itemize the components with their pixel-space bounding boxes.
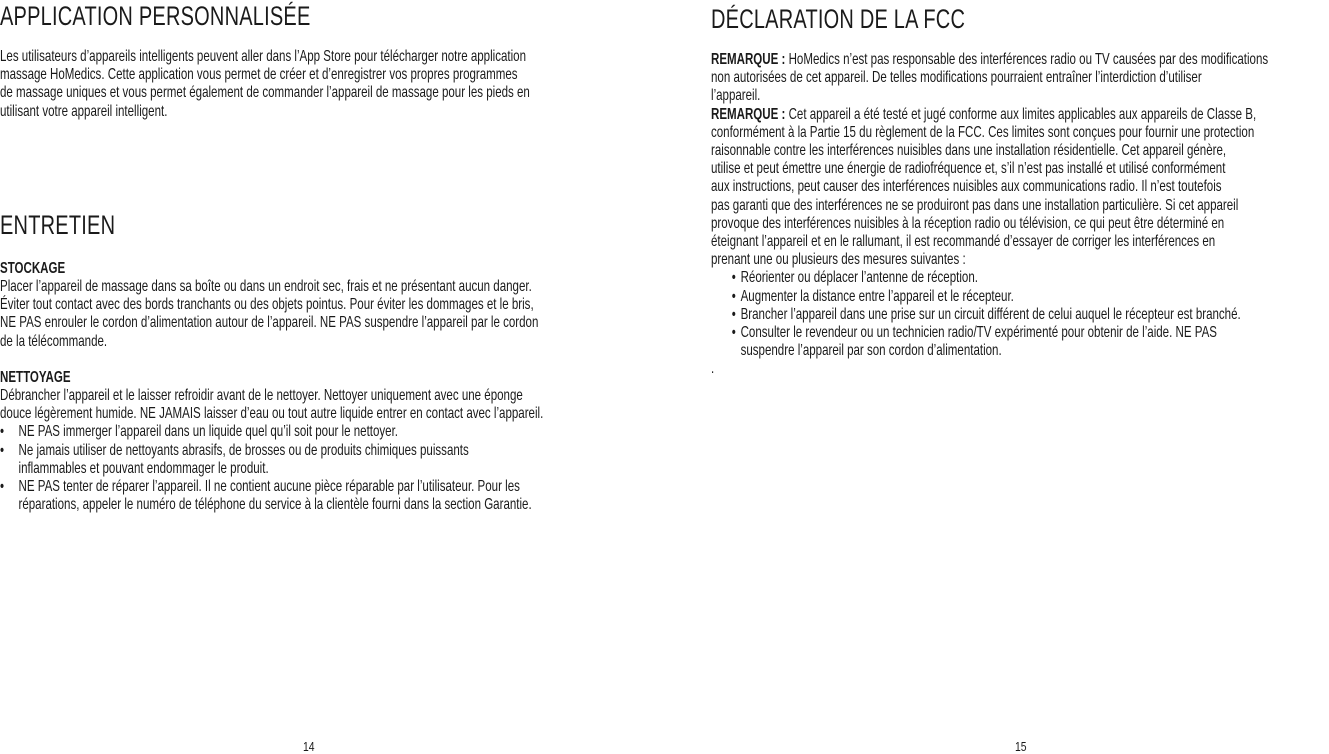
list-item: • Consulter le revendeur ou un technicien radio/TV expérimenté pour obtenir de l’aide. NE PAS suspendre l’appareil par son cordon d’alimentation. <box>711 324 1329 360</box>
fcc-section-title: DÉCLARATION DE LA FCC <box>711 4 966 34</box>
fcc-measures-list <box>711 269 1329 360</box>
list-item: • NE PAS tenter de réparer l’appareil. Il ne contient aucune pièce réparable par l’utilisateur. Pour les réparations, appeler le numéro de téléphone du service à la clientèle fourni dans la section Garantie. <box>0 478 620 514</box>
trailing-mark: . <box>711 360 715 378</box>
list-item: • NE PAS immerger l’appareil dans un liquide quel qu’il soit pour le nettoyer. <box>0 423 620 441</box>
list-item: • Réorienter ou déplacer l’antenne de réception. <box>711 269 1329 287</box>
storage-text: Placer l’appareil de massage dans sa boîte ou dans un endroit sec, frais et ne présentant aucun danger. Éviter tout contact avec des bords tranchants ou des objets pointus. Pour éviter les dommages et le bris, NE PAS enrouler le cordon d’alimentation autour de l’appareil. NE PAS suspendre l’appareil par le cordon de la télécommande. <box>0 278 539 350</box>
fcc-note-1: REMARQUE : HoMedics n’est pas responsable des interférences radio ou TV causées par des modifications non autorisées de cet appareil. De telles modifications pourraient entraîner l’interdiction d’utiliser l’appareil. <box>711 51 1269 105</box>
fcc-note-2: REMARQUE : Cet appareil a été testé et jugé conforme aux limites applicables aux appareils de Classe B, conformément à la Partie 15 du règlement de la FCC. Ces limites sont conçues pour fournir une protection raisonnable contre les interférences nuisibles dans une installation résidentielle. Cet appareil génère, utilise et peut émettre une énergie de radiofréquence et, s’il n’est pas installé et utilisé conformément aux instructions, peut causer des interférences nuisibles aux communications radio. Il n’est toutefois pas garanti que des interférences ne se produiront pas dans une installation particulière. Si cet appareil provoque des interférences nuisibles à la réception radio ou télévision, ce qui peut être déterminé en éteignant l’appareil et en le rallumant, il est recommandé d’essayer de corriger les interférences en prenant une ou plusieurs des mesures suivantes : <box>711 105 1257 269</box>
cleaning-bullet-list <box>0 423 620 514</box>
left-page <box>0 0 640 752</box>
note-label: REMARQUE : <box>711 105 786 123</box>
list-item: • Brancher l’appareil dans une prise sur un circuit différent de celui auquel le récepteur est branché. <box>711 306 1329 324</box>
right-page-content <box>711 4 1329 379</box>
cleaning-text: Débrancher l’appareil et le laisser refroidir avant de le nettoyer. Nettoyer uniquement avec une éponge douce légèrement humide. NE JAMAIS laisser d’eau ou tout autre liquide entrer en contact avec l’appareil. <box>0 387 544 423</box>
note-label: REMARQUE : <box>711 51 786 68</box>
right-page <box>711 0 1329 752</box>
storage-heading: STOCKAGE <box>0 259 66 277</box>
cleaning-heading: NETTOYAGE <box>0 368 71 386</box>
page-number-right: 15 <box>1015 739 1027 754</box>
page-number-left: 14 <box>303 739 315 754</box>
maintenance-section-title: ENTRETIEN <box>0 209 116 240</box>
app-section-title: APPLICATION PERSONNALISÉE <box>0 1 311 31</box>
list-item: • Augmenter la distance entre l’appareil et le récepteur. <box>711 288 1329 306</box>
list-item: • Ne jamais utiliser de nettoyants abrasifs, de brosses ou de produits chimiques puissants inflammables et pouvant endommager le produit. <box>0 442 620 478</box>
left-page-content <box>0 1 620 514</box>
app-section-text: Les utilisateurs d’appareils intelligents peuvent aller dans l’App Store pour télécharger notre application massage HoMedics. Cette application vous permet de créer et d’enregistrer vos propres programmes de massage uniques et vous permet également de commander l’appareil de massage pour les pieds en utilisant votre appareil intelligent. <box>0 48 530 120</box>
